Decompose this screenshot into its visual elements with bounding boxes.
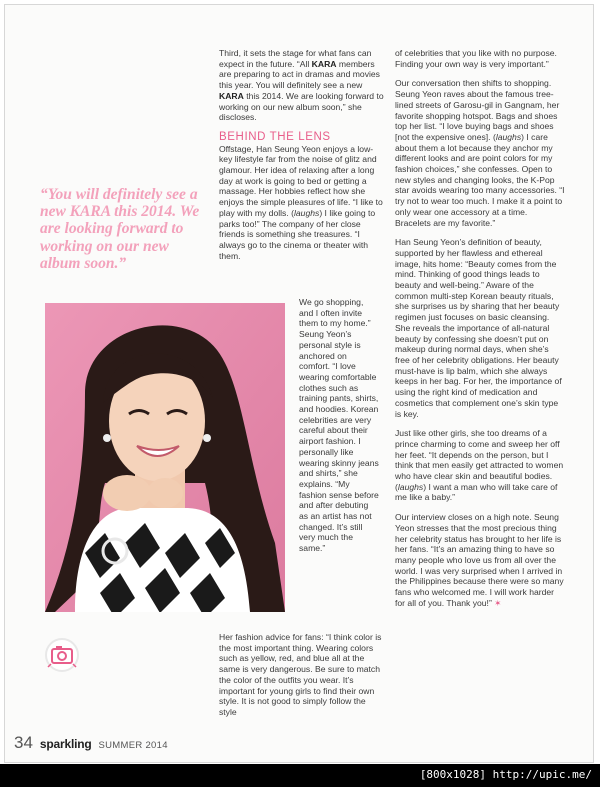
paragraph-beauty: Han Seung Yeon’s definition of beauty, supported by her flawless and ethereal image, hits home: “Beauty comes from the mind. Thinking of good things leads to beauty and well-being.” Aware of the common multi-step Korean beauty rituals, she surprises us by sharing that her beauty regimen just focuses on basic cleansing. She reveals the importance of all-natural beauty by confessing she doesn’t put on makeup during normal days, when she’s free of her celebrity obligations. Her beauty must-have is lip balm, which she always keeps in her bag. For her, the importance of using the right kind of medication and cosmetics that complement one’s skin type is key. xyxy=(395,237,562,419)
page-footer xyxy=(14,733,168,751)
paragraph-prince: Just like other girls, she too dreams of a prince charming to come and sweep her off her feet. “It depends on the person, but I think that men easily get attracted to women who have clear skin and beautiful bodies. (laughs) I want a man who will take care of me like a baby.” xyxy=(395,428,564,503)
paragraph-right-1: of celebrities that you like with no purpose. Finding your own way is very important.” xyxy=(395,48,557,69)
paragraph-shopping: Our conversation then shifts to shopping. Seung Yeon raves about the famous tree-lined streets of Garosu-gil in Gangnam, her favorite shopping hotspot. Bags and shoes top her list. “I love buying bags and shoes [not the expensive ones]. (laughs) I care about them a lot because they anchor my different looks and are point colors for my fashion choices,” she confesses. Open to new styles and changing looks, the K-Pop star avoids wearing too many accessories. “I try not to wear too much. I make it a point to only wear one accessory at a time. Bracelets are my favorite.” xyxy=(395,78,565,228)
portrait-illustration xyxy=(45,303,285,612)
article-column-middle xyxy=(219,48,385,261)
portrait-photo xyxy=(45,303,285,612)
article-column-right xyxy=(395,48,565,608)
end-mark-icon: ✶ xyxy=(494,597,502,608)
paragraph-intro: Third, it sets the stage for what fans can expect in the future. “All KARA members are preparing to act in dramas and movies this year. You will definitely see a new KARA this 2014. We are looking forward to working on our new album soon,” she discloses. xyxy=(219,48,384,123)
paragraph-shopping-friends: We go shopping, and I often invite them to my home.” xyxy=(299,297,371,329)
article-column-middle-bottom xyxy=(219,632,385,718)
page-number: 34 xyxy=(14,733,33,752)
article-column-narrow xyxy=(299,297,379,554)
section-heading: BEHIND THE LENS xyxy=(219,130,331,143)
paragraph-personal-style: Seung Yeon’s personal style is anchored on comfort. “I love wearing comfortable clothes such as training pants, shirts, and hoodies. Korean celebrities are very careful about their airport fashion. I personally like wearing skinny jeans and shirts,” she explains. “My fashion sense before and after debuting as an artist has not changed. It’s still very much the same.” xyxy=(299,329,379,554)
pull-quote: “You will definitely see a new KARA this 2014. We are looking forward to working on our new album soon.” xyxy=(40,186,200,272)
watermark-text: [800x1028] http://upic.me/ xyxy=(419,768,592,781)
watermark-bar xyxy=(0,764,600,787)
paragraph-closing: Our interview closes on a high note. Seung Yeon stresses that the most precious thing her celebrity status has brought to her life is her fans. “It’s an amazing thing to have so many people who love us from all over the world. I was very surprised when I arrived in the Philippines because there were so many fans who welcomed me. I will work harder for all of you. Thank you!” ✶ xyxy=(395,512,564,608)
issue-label: SUMMER 2014 xyxy=(98,740,168,751)
paragraph-offstage: Offstage, Han Seung Yeon enjoys a low-key lifestyle far from the noise of glitz and glamour. Her idea of relaxing after a long day at work is going to bed or getting a massage. Her hobbies reflect how she enjoys the simple pleasures of life. “I like to play with my dolls. (laughs) I like going to parks too!” The company of her close friends is something she treasures. “I always go to the cinema or theater with them. xyxy=(219,143,383,261)
camera-icon xyxy=(44,637,80,673)
magazine-brand: sparkling xyxy=(39,737,92,751)
paragraph-fashion-advice: Her fashion advice for fans: “I think color is the most important thing. Wearing colors such as yellow, red, and blue all at the same is very dangerous. Be sure to match the color of the outfits you wear. It’s important for young girls to find their own style. It is not good to simply follow the style xyxy=(219,632,382,717)
